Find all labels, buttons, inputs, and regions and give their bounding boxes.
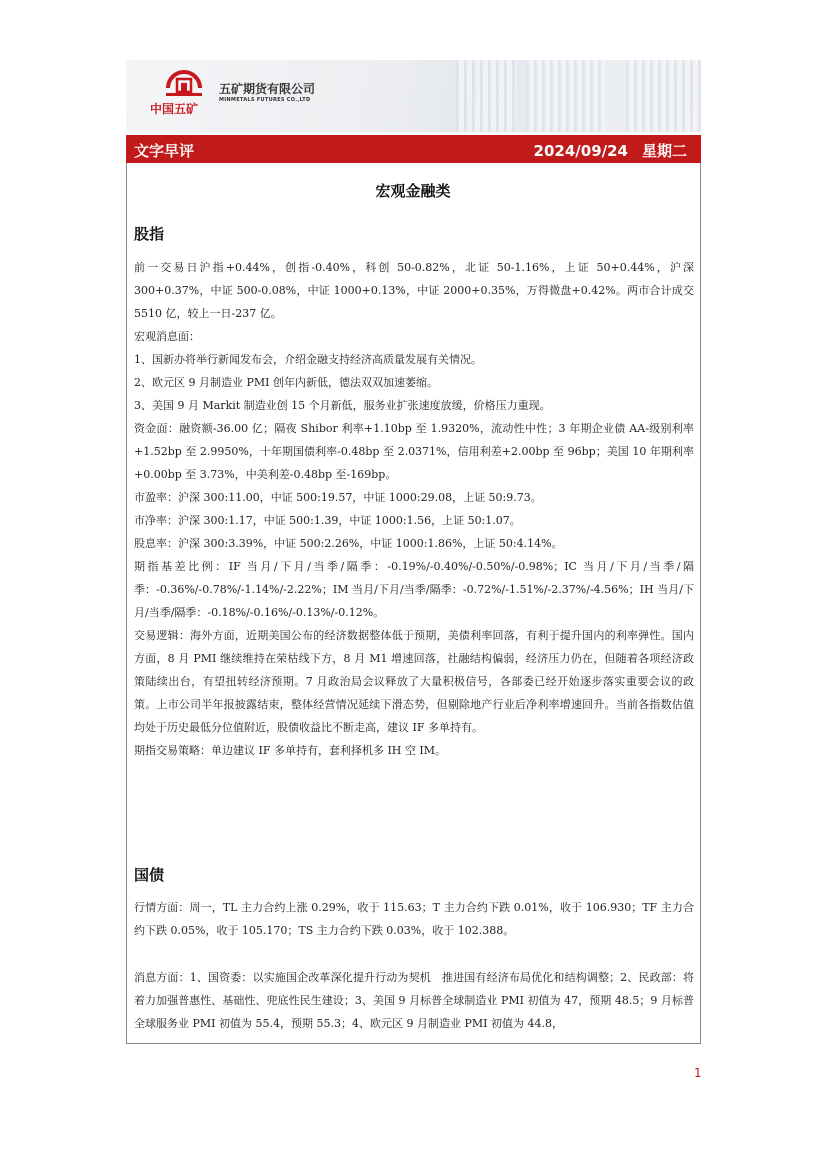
- bonds-market-paragraph: 行情方面：周一，TL 主力合约上涨 0.29%，收于 115.63；T 主力合约下跌 0.01%，收于 106.930；TF 主力合约下跌 0.05%，收于 105.170；TS 主力合约下跌 0.03%，收于 102.388。: [134, 901, 694, 937]
- paragraph: 市净率：沪深 300:1.17，中证 500:1.39，中证 1000:1.56，上证 50:1.07。: [134, 514, 521, 527]
- paragraph: 市盈率：沪深 300:11.00，中证 500:19.57，中证 1000:29.08，上证 50:9.73。: [134, 491, 542, 504]
- paragraph: 2、欧元区 9 月制造业 PMI 创年内新低，德法双双加速萎缩。: [134, 376, 438, 389]
- report-weekday: 星期二: [641, 142, 687, 160]
- report-date: 2024/09/24: [533, 142, 628, 160]
- building-graphic: [626, 60, 701, 132]
- paragraph: 股息率：沪深 300:3.39%，中证 500:2.26%，中证 1000:1.86%，上证 50:4.14%。: [134, 537, 563, 550]
- page-number: 1: [694, 1066, 702, 1080]
- building-graphic: [456, 60, 516, 132]
- report-date-block: [520, 140, 687, 161]
- company-name-en: MINMETALS FUTURES CO.,LTD: [219, 97, 311, 103]
- paragraph: 期指基差比例：IF 当月/下月/当季/隔季：-0.19%/-0.40%/-0.50%/-0.98%；IC 当月/下月/当季/隔季：-0.36%/-0.78%/-1.14%/-2.22%；IM 当月/下月/当季/隔季：-0.72%/-1.51%/-2.37%/-4.56%；IH 当月/下月/当季/隔季：-0.18%/-0.16%/-0.13%/-0.12%。: [134, 560, 694, 619]
- paragraph: 3、美国 9 月 Markit 制造业创 15 个月新低，服务业扩张速度放缓，价格压力重现。: [134, 399, 551, 412]
- paragraph: 1、国新办将举行新闻发布会，介绍金融支持经济高质量发展有关情况。: [134, 353, 482, 366]
- paragraph: 资金面：融资额-36.00 亿；隔夜 Shibor 利率+1.10bp 至 1.9320%，流动性中性；3 年期企业债 AA-级别利率+1.52bp 至 2.9950%，十年期国债利率-0.48bp 至 2.0371%，信用利差+2.00bp 至 96bp；美国 10 年期利率+0.00bp 至 3.73%，中美利差-0.48bp 至-169bp。: [134, 422, 694, 481]
- report-title-bar: [126, 135, 701, 163]
- stock-index-heading: 股指: [134, 225, 165, 243]
- paragraph: 宏观消息面：: [134, 330, 200, 343]
- paragraph: 前一交易日沪指+0.44%，创指-0.40%，科创 50-0.82%，北证 50-1.16%，上证 50+0.44%，沪深 300+0.37%，中证 500-0.08%，中证 1000+0.13%，中证 2000+0.35%，万得微盘+0.42%。两市合计成交 5510 亿，较上一日-237 亿。: [134, 261, 694, 320]
- stock-index-body: [134, 256, 694, 762]
- bonds-news-paragraph: 消息方面：1、国资委：以实施国企改革深化提升行动为契机 推进国有经济布局优化和结构调整；2、民政部：将着力加强普惠性、基础性、兜底性民生建设；3、美国 9 月标普全球制造业 PMI 初值为 47，预期 48.5；9 月标普全球服务业 PMI 初值为 55.4，预期 55.3；4、欧元区 9 月制造业 PMI 初值为 44.8，: [134, 971, 694, 1030]
- section-title: 宏观金融类: [375, 182, 451, 200]
- minmetals-logo-icon: [164, 66, 204, 102]
- report-header-banner: [126, 60, 701, 132]
- building-graphic: [526, 60, 606, 132]
- bonds-heading: 国债: [134, 866, 165, 884]
- paragraph: 交易逻辑：海外方面，近期美国公布的经济数据整体低于预期，美债利率回落，有利于提升国内的利率弹性。国内方面，8 月 PMI 继续维持在荣枯线下方，8 月 M1 增速回落，社融结构偏弱，经济压力仍在，但随着各项经济政策陆续出台，有望扭转经济预期。7 月政治局会议释放了大量积极信号，各部委已经开始逐步落实重要会议的政策。上市公司半年报披露结束，整体经营情况延续下滑态势，但剔除地产行业后净利率增速回升。当前各指数估值均处于历史最低分位值附近，股债收益比不断走高，建议 IF 多单持有。: [134, 629, 694, 734]
- logo-text: 中国五矿: [150, 102, 199, 116]
- company-name-cn: 五矿期货有限公司: [219, 82, 316, 96]
- report-type-label: 文字早评: [134, 142, 195, 160]
- paragraph: 期指交易策略：单边建议 IF 多单持有，套利择机多 IH 空 IM。: [134, 744, 447, 757]
